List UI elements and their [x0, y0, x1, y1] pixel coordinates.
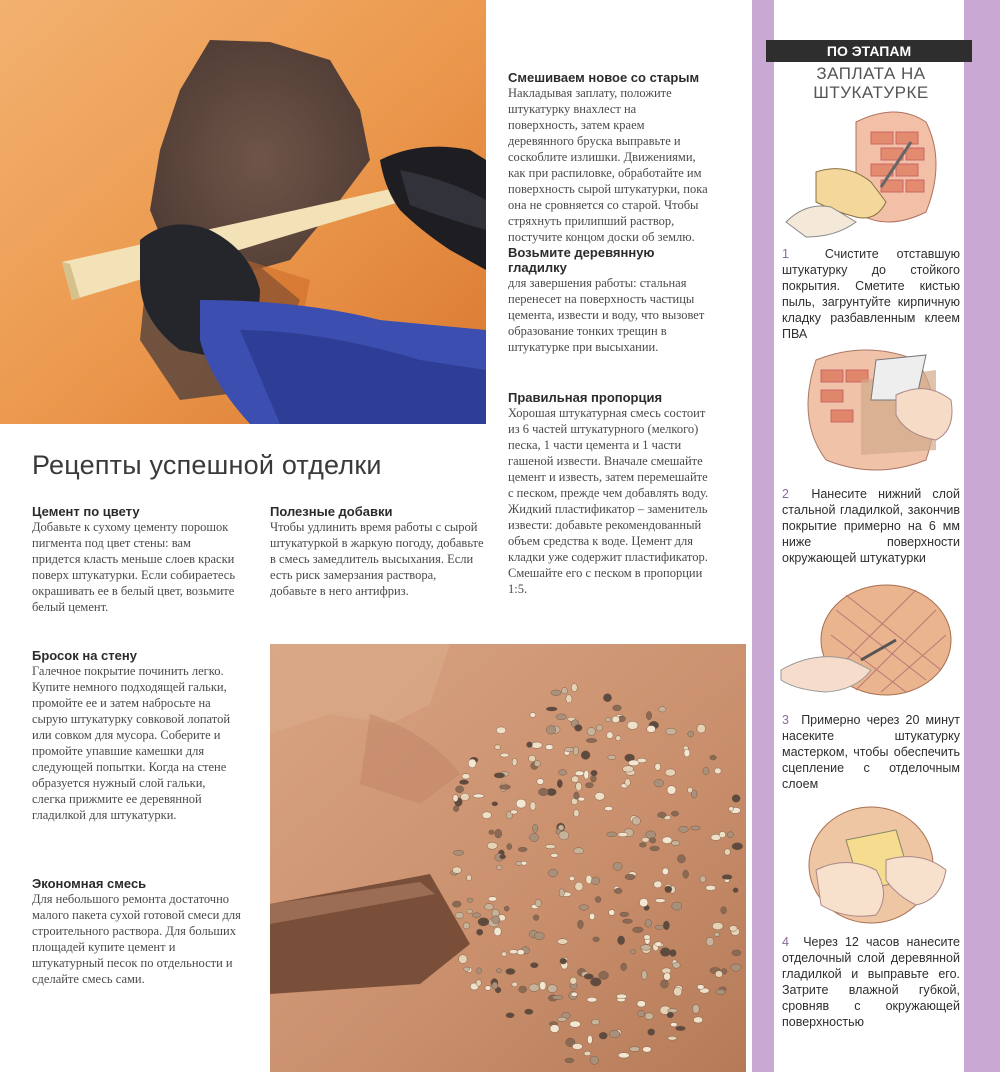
pebble	[724, 849, 730, 855]
pebble	[672, 902, 682, 910]
pebble	[592, 877, 600, 885]
sidebar-accent-stripe	[752, 0, 774, 1072]
pebble	[691, 790, 697, 798]
pebble	[575, 882, 583, 891]
section-body: Чтобы удлинить время работы с сырой штукатуркой в жаркую погоду, добавьте в смесь замедлитель высыхания. Если есть риск замерзания раствора, добавьте в него антифриз.	[270, 520, 484, 598]
pebble	[545, 845, 555, 849]
pebble	[570, 977, 577, 984]
pebble	[621, 963, 627, 971]
pebble	[671, 811, 678, 816]
pebble	[616, 736, 621, 741]
pebble	[467, 875, 472, 881]
pebble	[533, 824, 538, 832]
pebble	[512, 982, 518, 987]
pebble	[639, 898, 648, 906]
pebble	[645, 1013, 653, 1020]
pebble	[519, 986, 527, 993]
pebble	[645, 919, 651, 927]
section-heading: Возьмите деревянную гладилку	[508, 245, 655, 275]
pebble	[518, 847, 527, 851]
pebble	[650, 846, 660, 851]
pebble	[531, 742, 542, 748]
pebble	[670, 950, 677, 957]
pebble	[671, 841, 679, 846]
pebble	[616, 994, 626, 999]
pebble	[500, 855, 506, 859]
pebble	[574, 848, 584, 854]
pebble	[697, 985, 704, 990]
section-body: Для небольшого ремонта достаточно малого пакета сухой готовой смеси для строительного раствора. Для больших площадей купите цемент и штукатурный песок по отдельности и сделайте смесь сами.	[32, 892, 241, 986]
pebble	[662, 868, 668, 875]
pebble	[530, 833, 539, 841]
pebble	[587, 728, 596, 736]
pebble	[729, 807, 734, 811]
pebble	[569, 876, 574, 881]
pebble	[618, 936, 625, 945]
pebble	[659, 707, 666, 712]
pebble	[684, 749, 690, 757]
pebble	[703, 767, 709, 774]
pebble	[584, 1051, 591, 1056]
section-economy	[32, 876, 242, 987]
pebble	[609, 910, 615, 916]
pebble	[504, 906, 509, 911]
step-4-illustration	[776, 800, 962, 930]
pebble	[578, 797, 585, 801]
pebble	[732, 843, 743, 850]
step-number: 3	[782, 713, 789, 727]
pebble	[550, 1025, 559, 1033]
pebble	[468, 759, 476, 768]
pebble	[571, 684, 577, 692]
pebble	[500, 785, 511, 790]
pebble	[525, 1009, 533, 1014]
pebble	[679, 826, 689, 832]
pebble	[551, 690, 561, 696]
pebble	[668, 1036, 677, 1040]
pebble	[494, 773, 505, 778]
pebble	[452, 901, 461, 907]
pebble	[452, 867, 461, 874]
pebble	[671, 1023, 678, 1027]
pebble	[575, 771, 584, 776]
pebble	[613, 705, 622, 711]
pebble	[637, 1011, 644, 1017]
pebble	[517, 950, 524, 955]
pebble	[464, 967, 470, 971]
pebble	[710, 755, 717, 760]
pebble	[605, 806, 613, 810]
pebble	[591, 776, 597, 782]
sidebar-title: ЗАПЛАТА НА ШТУКАТУРКЕ	[813, 64, 929, 102]
pebble	[731, 964, 741, 971]
section-heading: Смешиваем новое со старым	[508, 70, 700, 85]
pebble	[599, 971, 609, 979]
step-number: 2	[782, 487, 789, 501]
pebble	[715, 971, 722, 978]
pebble	[509, 950, 517, 954]
pebble	[455, 912, 464, 918]
pebble	[592, 1019, 600, 1025]
pebble	[654, 779, 664, 787]
pebble	[453, 806, 459, 812]
pebble	[482, 812, 491, 819]
pebble	[655, 942, 662, 947]
pebble	[732, 950, 741, 956]
pebble	[623, 766, 634, 772]
pebble	[591, 770, 597, 776]
pebble	[463, 923, 470, 929]
pebble	[453, 795, 458, 802]
step-number: 1	[782, 247, 789, 261]
pebble	[700, 876, 706, 883]
pebble	[529, 984, 539, 992]
pebble	[584, 770, 589, 779]
pebble	[485, 986, 491, 991]
pebble	[716, 989, 726, 994]
pebble	[672, 962, 680, 968]
pebble	[557, 1017, 566, 1021]
pebble	[538, 788, 548, 795]
pebble	[548, 869, 557, 877]
pebble	[500, 753, 509, 757]
pebble	[537, 779, 544, 785]
section-additives	[270, 504, 485, 599]
pebble	[530, 802, 536, 811]
pebble	[691, 826, 701, 830]
pebble	[625, 779, 631, 786]
pebble	[647, 726, 656, 733]
pebble	[642, 971, 648, 980]
pebble	[489, 830, 494, 835]
pebble	[714, 768, 721, 774]
pebble	[477, 968, 482, 974]
pebble	[706, 937, 714, 946]
pebble	[559, 889, 564, 897]
pebble	[706, 885, 716, 890]
step-3-illustration	[776, 580, 962, 710]
pebble	[467, 898, 473, 902]
step-text: Примерно через 20 минут насеките штукатурку мастерком, чтобы обеспечить сцепление с отделочным слоем	[782, 713, 960, 791]
step-text: Через 12 часов нанесите отделочный слой деревянной гладилкой и выправьте его. Затрите влажной губкой, сровняв с окружающей поверхностью	[782, 935, 960, 1029]
pebble	[589, 913, 594, 919]
pebble	[639, 843, 646, 848]
step-number: 4	[782, 935, 789, 949]
pebble	[644, 935, 650, 940]
pebble	[497, 865, 502, 870]
pebble	[631, 949, 636, 954]
pebble	[530, 963, 538, 968]
pebble	[727, 832, 733, 838]
pebble	[573, 747, 578, 756]
pebble	[571, 776, 578, 783]
pebble	[667, 786, 676, 795]
section-mix-old-new	[508, 70, 708, 355]
pebble	[477, 929, 483, 935]
step-item	[782, 486, 960, 566]
pebble	[476, 980, 481, 986]
pebble	[590, 1056, 599, 1064]
pebble	[533, 915, 539, 921]
pebble	[557, 939, 568, 945]
pebble	[608, 755, 616, 759]
pebble	[462, 774, 470, 779]
pebble	[456, 786, 464, 793]
pebble	[472, 913, 481, 918]
pebble	[655, 925, 663, 929]
section-heading: Экономная смесь	[32, 876, 147, 891]
pebble	[628, 760, 639, 766]
pebble	[546, 745, 554, 750]
pebble	[630, 1047, 640, 1052]
pebble	[484, 904, 493, 910]
pebble	[467, 909, 473, 913]
pebble	[714, 932, 719, 936]
pebble	[461, 793, 470, 801]
pebble	[534, 761, 540, 767]
pebble	[643, 1047, 652, 1053]
step-text: Счистите отставшую штукатурку до стойкого покрытия. Сметите кистью пыль, загрунтуйте кирпичную кладку разбавленным клеем ПВА	[782, 247, 960, 341]
pebble	[501, 952, 506, 957]
pebble	[632, 817, 640, 825]
pebble	[492, 982, 498, 989]
pebble	[570, 1021, 581, 1027]
pebble	[561, 688, 567, 694]
pebble	[648, 1029, 655, 1036]
pebble	[512, 758, 517, 765]
section-body: Хорошая штукатурная смесь состоит из 6 частей штукатурного (мелкого) песка, 1 части цемента и 1 части гашеной извести. Вначале смешайте цемент и известь, затем перемешайте с песком, прежде чем добавлять воду. Жидкий пластификатор – заменитель извести: добавьте рекомендованный объем средства к воде. Цемент для кладки уже содержит пластификатор. Смешайте его с песком в пропорции 1:5.	[508, 406, 709, 596]
pebble	[548, 985, 558, 993]
pebble	[587, 1035, 592, 1044]
pebble-dash-photo	[270, 644, 746, 1072]
pebble	[633, 927, 644, 933]
pebble	[506, 1013, 514, 1018]
pebble	[664, 973, 671, 981]
pebble	[571, 992, 577, 996]
pebble	[459, 955, 468, 964]
pebble	[578, 920, 584, 929]
pebble	[557, 780, 562, 788]
pebble	[697, 724, 706, 733]
pebble	[546, 726, 555, 735]
pebble	[627, 721, 638, 729]
pebble	[527, 742, 533, 748]
pebble	[609, 1030, 620, 1037]
pebble	[605, 718, 611, 722]
pebble	[566, 695, 572, 703]
pebble	[572, 1043, 582, 1049]
sidebar-badge: ПО ЭТАПАМ	[766, 40, 972, 62]
pebble	[665, 886, 672, 893]
pebble	[666, 728, 676, 735]
pebble	[603, 694, 611, 702]
step-text: Нанесите нижний слой стальной гладилкой, закончив покрытие примерно на 6 мм ниже поверхности окружающей штукатурки	[782, 487, 960, 565]
pebble	[506, 969, 515, 975]
pebble	[539, 981, 546, 990]
pebble	[565, 1058, 574, 1063]
section-body: Добавьте к сухому цементу порошок пигмента под цвет стены: вам придется класть меньше слоев краски поверх штукатурки. Если собираетесь окрашивать ее в белый цвет, возьмите белый цемент.	[32, 520, 236, 614]
pebble	[565, 747, 574, 752]
pebble	[496, 727, 506, 734]
section-heading: Цемент по цвету	[32, 504, 140, 519]
pebble	[607, 732, 614, 739]
pebble	[623, 919, 633, 923]
pebble	[665, 769, 675, 776]
section-dash	[32, 648, 240, 823]
pebble	[590, 978, 601, 986]
pebble	[559, 770, 567, 776]
pebble	[721, 907, 727, 914]
pebble	[552, 995, 563, 999]
pebble	[575, 725, 583, 732]
pebble	[595, 897, 601, 903]
pebble	[595, 792, 605, 800]
pebble	[487, 842, 497, 849]
pebble	[516, 799, 526, 808]
section-body: Накладывая заплату, положите штукатурку внахлест на поверхность, затем краем деревянного бруска выправьте и соскоблите излишки. Движениями, как при распиловке, обработайте им поверхность сырой штукатурки, пока она не сровняется со старой. Чтобы стряхнуть прилипший раствор, постучите концом доски об землю.	[508, 86, 708, 244]
step-item	[782, 246, 960, 342]
pebble	[613, 862, 622, 870]
pebble	[655, 899, 665, 903]
pebble	[637, 1001, 646, 1007]
step-item	[782, 712, 960, 792]
pebble	[593, 937, 600, 942]
pebble	[655, 763, 661, 770]
pebble	[719, 832, 725, 838]
pebble	[694, 1017, 703, 1023]
pebble	[492, 802, 498, 806]
pebble	[660, 948, 670, 957]
pebble	[667, 1012, 674, 1018]
section-colored-cement	[32, 504, 242, 615]
section-body: для завершения работы: стальная перенесет на поверхность частицы цемента, извести и воду, что вызовет образование тонких трещин в штукатурке при высыхании.	[508, 276, 705, 354]
section-heading: Бросок на стену	[32, 648, 137, 663]
pebble	[521, 861, 527, 865]
section-heading: Правильная пропорция	[508, 390, 663, 405]
pebble	[488, 897, 497, 902]
pebble	[712, 922, 723, 929]
section-proportion	[508, 390, 716, 597]
pebble	[722, 875, 732, 880]
pebble	[473, 794, 484, 798]
pebble	[551, 853, 558, 857]
pebble	[459, 780, 468, 785]
pebble	[658, 812, 667, 818]
pebble	[614, 888, 622, 893]
section-body: Галечное покрытие починить легко. Купите немного подходящей гальки, промойте ее и затем набросьте на сырую штукатурку совковой лопатой или совком для мусора. Соберите и промойте упавшие камешки для следующей попытки. Когда на стене образуется нужный слой гальки, слегка прижмите ее деревянной гладилкой для штукатурки.	[32, 664, 231, 822]
pebble	[586, 875, 592, 884]
pebble	[612, 716, 620, 723]
pebble	[674, 987, 682, 996]
pebble	[584, 974, 593, 979]
pebble	[662, 837, 672, 844]
pebble	[546, 707, 557, 711]
pebble	[530, 713, 536, 718]
pebble	[529, 755, 536, 762]
page-title: Рецепты успешной отделки	[32, 450, 382, 480]
pebble	[581, 751, 590, 760]
pebble	[620, 912, 629, 917]
pebble	[596, 725, 602, 731]
pebble	[585, 783, 593, 788]
pebble	[507, 844, 512, 850]
pebble	[511, 810, 518, 814]
pebble	[576, 782, 582, 791]
pebble	[688, 731, 694, 737]
pebble	[676, 1026, 686, 1030]
pebble	[683, 870, 689, 878]
pebble	[495, 745, 501, 750]
pebble	[625, 874, 635, 880]
pebble	[599, 1032, 607, 1039]
pebble	[535, 932, 545, 940]
pebble	[733, 888, 738, 893]
pebble	[495, 829, 502, 838]
pebble	[646, 711, 651, 719]
pebble	[494, 927, 501, 936]
pebble	[654, 881, 662, 888]
step-1-illustration	[776, 102, 962, 242]
pebble	[586, 738, 597, 742]
pebble	[650, 838, 656, 844]
pebble	[560, 958, 567, 964]
pebble	[660, 980, 668, 988]
pebble	[607, 832, 617, 837]
pebble	[729, 926, 737, 932]
pebble	[677, 855, 685, 863]
pebble	[535, 899, 541, 907]
pebble	[579, 905, 589, 911]
pebble	[692, 1005, 699, 1014]
pebble	[587, 997, 597, 1002]
pebble	[559, 831, 569, 840]
pebble	[641, 945, 652, 951]
pebble	[732, 795, 740, 803]
pebble	[642, 837, 649, 842]
pebble	[492, 916, 500, 924]
pebble	[574, 810, 580, 817]
section-heading: Полезные добавки	[270, 504, 393, 519]
pebble	[618, 832, 628, 836]
pebble	[453, 850, 464, 855]
pebble	[496, 969, 502, 973]
step-2-illustration	[776, 340, 962, 480]
pebble	[663, 921, 669, 930]
plastering-photo	[0, 0, 486, 424]
pebble	[478, 918, 489, 926]
step-item	[782, 934, 960, 1030]
sidebar-accent-stripe	[964, 0, 1000, 1072]
pebble	[618, 1053, 629, 1058]
pebble	[556, 714, 566, 720]
